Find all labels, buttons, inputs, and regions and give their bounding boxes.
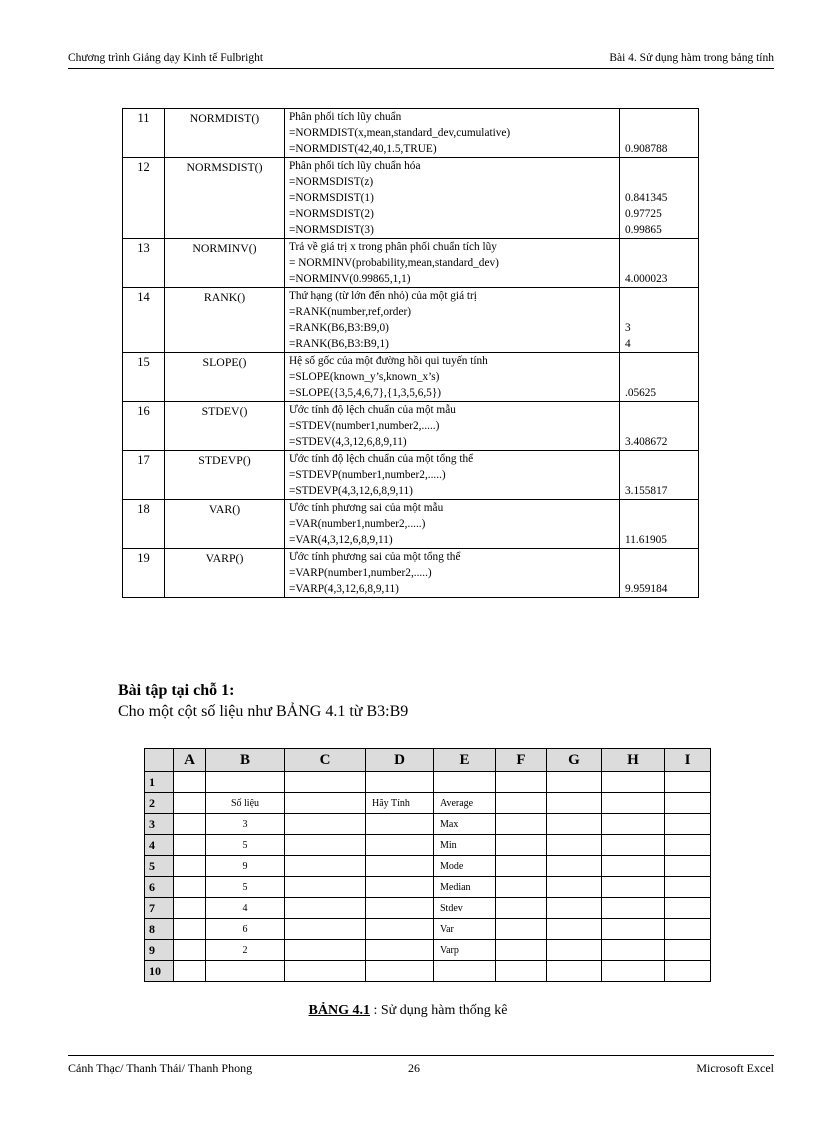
sheet-cell <box>602 940 665 961</box>
sheet-cell <box>547 856 602 877</box>
sheet-cell <box>665 856 711 877</box>
sheet-cell <box>206 772 285 793</box>
description-line: =NORMSDIST(3) <box>289 224 374 236</box>
sheet-cell: Varp <box>434 940 496 961</box>
sheet-cell <box>496 835 547 856</box>
function-description <box>285 500 620 549</box>
function-number: 11 <box>123 109 165 158</box>
sheet-cell <box>174 919 206 940</box>
description-line: =NORMDIST(42,40,1.5,TRUE) <box>289 143 437 155</box>
description-line: =SLOPE({3,5,4,6,7},{1,3,5,6,5}) <box>289 387 442 399</box>
description-line: =STDEVP(4,3,12,6,8,9,11) <box>289 485 413 497</box>
description-line: = NORMINV(probability,mean,standard_dev) <box>289 257 499 269</box>
function-result <box>620 451 699 500</box>
function-result <box>620 402 699 451</box>
description-line: =NORMDIST(x,mean,standard_dev,cumulative) <box>289 127 511 139</box>
sheet-cell: 5 <box>206 835 285 856</box>
description-line: =NORMSDIST(z) <box>289 176 374 188</box>
table-caption <box>0 1003 816 1019</box>
sheet-cell <box>434 772 496 793</box>
sheet-cell <box>602 877 665 898</box>
description-line: Phân phối tích lũy chuẩn <box>289 111 402 123</box>
sheet-row <box>145 814 711 835</box>
row-header: 9 <box>145 940 174 961</box>
function-description <box>285 353 620 402</box>
sheet-cell <box>285 919 366 940</box>
sheet-cell <box>366 877 434 898</box>
sheet-cell <box>366 919 434 940</box>
description-line: =RANK(B6,B3:B9,0) <box>289 322 389 334</box>
column-header: F <box>496 749 547 772</box>
function-row <box>123 353 699 402</box>
function-description <box>285 402 620 451</box>
description-line: Ước tính phương sai của một tổng thể <box>289 551 461 563</box>
row-header: 6 <box>145 877 174 898</box>
sheet-cell: 6 <box>206 919 285 940</box>
function-result <box>620 109 699 158</box>
sheet-row <box>145 793 711 814</box>
row-header: 8 <box>145 919 174 940</box>
header-left: Chương trình Giảng dạy Kinh tế Fulbright <box>68 52 264 64</box>
sheet-cell <box>174 877 206 898</box>
column-header: H <box>602 749 665 772</box>
sheet-cell: Stdev <box>434 898 496 919</box>
exercise-description: Cho một cột số liệu như BẢNG 4.1 từ B3:B9 <box>118 703 409 720</box>
sheet-cell <box>665 940 711 961</box>
sheet-cell <box>547 961 602 982</box>
column-header: D <box>366 749 434 772</box>
sheet-cell <box>547 814 602 835</box>
sheet-cell <box>665 835 711 856</box>
sheet-cell <box>496 814 547 835</box>
sheet-cell <box>496 877 547 898</box>
row-header: 3 <box>145 814 174 835</box>
sheet-cell: 3 <box>206 814 285 835</box>
function-description <box>285 288 620 353</box>
column-header: G <box>547 749 602 772</box>
sheet-cell <box>285 961 366 982</box>
description-line: =VAR(4,3,12,6,8,9,11) <box>289 534 393 546</box>
function-description <box>285 239 620 288</box>
sheet-row <box>145 898 711 919</box>
description-line: Thứ hạng (từ lớn đến nhỏ) của một giá trị <box>289 290 477 302</box>
description-line: Hệ số gốc của một đường hồi qui tuyến tính <box>289 355 488 367</box>
description-line: =STDEVP(number1,number2,.....) <box>289 469 446 481</box>
sheet-cell <box>174 940 206 961</box>
function-number: 12 <box>123 158 165 239</box>
sheet-cell: 9 <box>206 856 285 877</box>
function-row <box>123 500 699 549</box>
function-number: 19 <box>123 549 165 598</box>
column-header: A <box>174 749 206 772</box>
function-number: 14 <box>123 288 165 353</box>
function-row <box>123 549 699 598</box>
sheet-cell <box>496 940 547 961</box>
row-header: 7 <box>145 898 174 919</box>
sheet-cell: 2 <box>206 940 285 961</box>
sheet-cell <box>496 793 547 814</box>
function-number: 13 <box>123 239 165 288</box>
function-number: 15 <box>123 353 165 402</box>
sheet-cell <box>366 772 434 793</box>
sheet-cell <box>547 793 602 814</box>
function-result <box>620 500 699 549</box>
sheet-cell <box>496 919 547 940</box>
function-result <box>620 158 699 239</box>
function-description <box>285 109 620 158</box>
sheet-cell: Average <box>434 793 496 814</box>
sheet-cell <box>547 919 602 940</box>
caption-text: : Sử dụng hàm thống kê <box>369 1003 508 1018</box>
description-line: =NORMINV(0.99865,1,1) <box>289 273 411 285</box>
function-name: SLOPE() <box>165 353 285 402</box>
result-value: 3.408672 <box>625 436 668 448</box>
sheet-cell: Mode <box>434 856 496 877</box>
column-header-row <box>145 749 711 772</box>
description-line: =VARP(number1,number2,.....) <box>289 567 432 579</box>
sheet-cell <box>496 961 547 982</box>
function-number: 17 <box>123 451 165 500</box>
sheet-row <box>145 772 711 793</box>
description-line: =SLOPE(known_y’s,known_x’s) <box>289 371 440 383</box>
column-header: C <box>285 749 366 772</box>
footer-authors: Cảnh Thạc/ Thanh Thái/ Thanh Phong <box>68 1061 253 1075</box>
sheet-cell <box>665 793 711 814</box>
function-name: VARP() <box>165 549 285 598</box>
exercise-title: Bài tập tại chỗ 1: <box>118 682 235 699</box>
function-number: 16 <box>123 402 165 451</box>
sheet-row <box>145 961 711 982</box>
function-description <box>285 549 620 598</box>
description-line: =RANK(number,ref,order) <box>289 306 411 318</box>
sheet-row <box>145 919 711 940</box>
sheet-cell <box>496 898 547 919</box>
sheet-cell <box>665 898 711 919</box>
function-row <box>123 402 699 451</box>
sheet-cell <box>547 835 602 856</box>
function-description <box>285 451 620 500</box>
row-header: 5 <box>145 856 174 877</box>
sheet-cell <box>547 940 602 961</box>
row-header: 10 <box>145 961 174 982</box>
sheet-cell <box>602 898 665 919</box>
sheet-cell <box>366 814 434 835</box>
result-value: 11.61905 <box>625 534 667 546</box>
caption-label: BẢNG 4.1 <box>308 1003 370 1018</box>
sheet-cell: Median <box>434 877 496 898</box>
sheet-cell: Min <box>434 835 496 856</box>
row-header: 2 <box>145 793 174 814</box>
sheet-cell <box>366 940 434 961</box>
sheet-cell <box>602 793 665 814</box>
function-result <box>620 288 699 353</box>
result-value: .05625 <box>625 387 657 399</box>
row-header: 1 <box>145 772 174 793</box>
header-right: Bài 4. Sử dụng hàm trong bảng tính <box>609 52 774 64</box>
sheet-cell: 4 <box>206 898 285 919</box>
sheet-cell <box>285 898 366 919</box>
function-name: STDEV() <box>165 402 285 451</box>
description-line: Trả về giá trị x trong phân phối chuẩn tích lũy <box>289 241 497 253</box>
description-line: =VAR(number1,number2,.....) <box>289 518 426 530</box>
column-header: I <box>665 749 711 772</box>
description-line: Ước tính độ lệch chuẩn của một mẫu <box>289 404 456 416</box>
sheet-cell <box>174 961 206 982</box>
description-line: =VARP(4,3,12,6,8,9,11) <box>289 583 399 595</box>
sheet-cell <box>174 793 206 814</box>
column-header: B <box>206 749 285 772</box>
sheet-cell <box>285 877 366 898</box>
function-name: VAR() <box>165 500 285 549</box>
sheet-row <box>145 877 711 898</box>
sheet-cell <box>665 919 711 940</box>
sheet-cell: Hãy Tính <box>366 793 434 814</box>
sheet-cell <box>434 961 496 982</box>
column-header: E <box>434 749 496 772</box>
sheet-cell <box>285 940 366 961</box>
description-line: Ước tính độ lệch chuẩn của một tổng thể <box>289 453 474 465</box>
sheet-cell <box>366 898 434 919</box>
function-result <box>620 353 699 402</box>
description-line: Phân phối tích lũy chuẩn hóa <box>289 160 421 172</box>
function-name: NORMDIST() <box>165 109 285 158</box>
result-value: 0.908788 <box>625 143 668 155</box>
spreadsheet-table <box>144 748 711 982</box>
description-line: =STDEV(4,3,12,6,8,9,11) <box>289 436 407 448</box>
sheet-cell <box>665 772 711 793</box>
sheet-cell: Var <box>434 919 496 940</box>
footer-right: Microsoft Excel <box>696 1061 774 1075</box>
function-name: STDEVP() <box>165 451 285 500</box>
sheet-cell <box>602 772 665 793</box>
sheet-cell <box>366 835 434 856</box>
sheet-cell <box>285 772 366 793</box>
sheet-cell <box>366 961 434 982</box>
description-line: =NORMSDIST(2) <box>289 208 374 220</box>
result-value: 3.155817 <box>625 485 668 497</box>
function-result <box>620 549 699 598</box>
sheet-cell <box>602 856 665 877</box>
page-number: 26 <box>408 1061 420 1075</box>
function-row <box>123 451 699 500</box>
description-line: =RANK(B6,B3:B9,1) <box>289 338 389 350</box>
sheet-cell <box>547 772 602 793</box>
result-value: 4 <box>625 338 631 350</box>
sheet-cell <box>665 877 711 898</box>
page-footer <box>68 1055 774 1074</box>
function-name: NORMINV() <box>165 239 285 288</box>
sheet-cell <box>285 793 366 814</box>
sheet-row <box>145 856 711 877</box>
function-row <box>123 288 699 353</box>
sheet-cell <box>496 772 547 793</box>
sheet-cell: 5 <box>206 877 285 898</box>
sheet-cell <box>285 856 366 877</box>
sheet-cell <box>602 919 665 940</box>
row-header: 4 <box>145 835 174 856</box>
sheet-cell: Số liệu <box>206 793 285 814</box>
function-row <box>123 158 699 239</box>
result-value: 4.000023 <box>625 273 668 285</box>
corner-cell <box>145 749 174 772</box>
sheet-cell <box>285 835 366 856</box>
sheet-cell <box>602 814 665 835</box>
sheet-cell <box>366 856 434 877</box>
description-line: Ước tính phương sai của một mẫu <box>289 502 444 514</box>
sheet-cell <box>602 835 665 856</box>
function-name: RANK() <box>165 288 285 353</box>
sheet-cell <box>547 898 602 919</box>
description-line: =NORMSDIST(1) <box>289 192 374 204</box>
sheet-cell <box>547 877 602 898</box>
sheet-cell <box>665 814 711 835</box>
function-row <box>123 109 699 158</box>
result-value: 0.97725 <box>625 208 662 220</box>
sheet-row <box>145 940 711 961</box>
page-header <box>68 52 774 69</box>
function-result <box>620 239 699 288</box>
result-value: 3 <box>625 322 631 334</box>
sheet-cell <box>174 772 206 793</box>
sheet-cell <box>174 898 206 919</box>
sheet-cell <box>665 961 711 982</box>
result-value: 9.959184 <box>625 583 668 595</box>
description-line: =STDEV(number1,number2,.....) <box>289 420 440 432</box>
sheet-cell: Max <box>434 814 496 835</box>
function-row <box>123 239 699 288</box>
sheet-cell <box>285 814 366 835</box>
result-value: 0.99865 <box>625 224 662 236</box>
sheet-cell <box>174 814 206 835</box>
sheet-cell <box>602 961 665 982</box>
sheet-cell <box>496 856 547 877</box>
function-number: 18 <box>123 500 165 549</box>
result-value: 0.841345 <box>625 192 668 204</box>
function-name: NORMSDIST() <box>165 158 285 239</box>
sheet-cell <box>206 961 285 982</box>
function-description <box>285 158 620 239</box>
sheet-cell <box>174 856 206 877</box>
sheet-row <box>145 835 711 856</box>
function-table <box>122 108 699 598</box>
sheet-cell <box>174 835 206 856</box>
